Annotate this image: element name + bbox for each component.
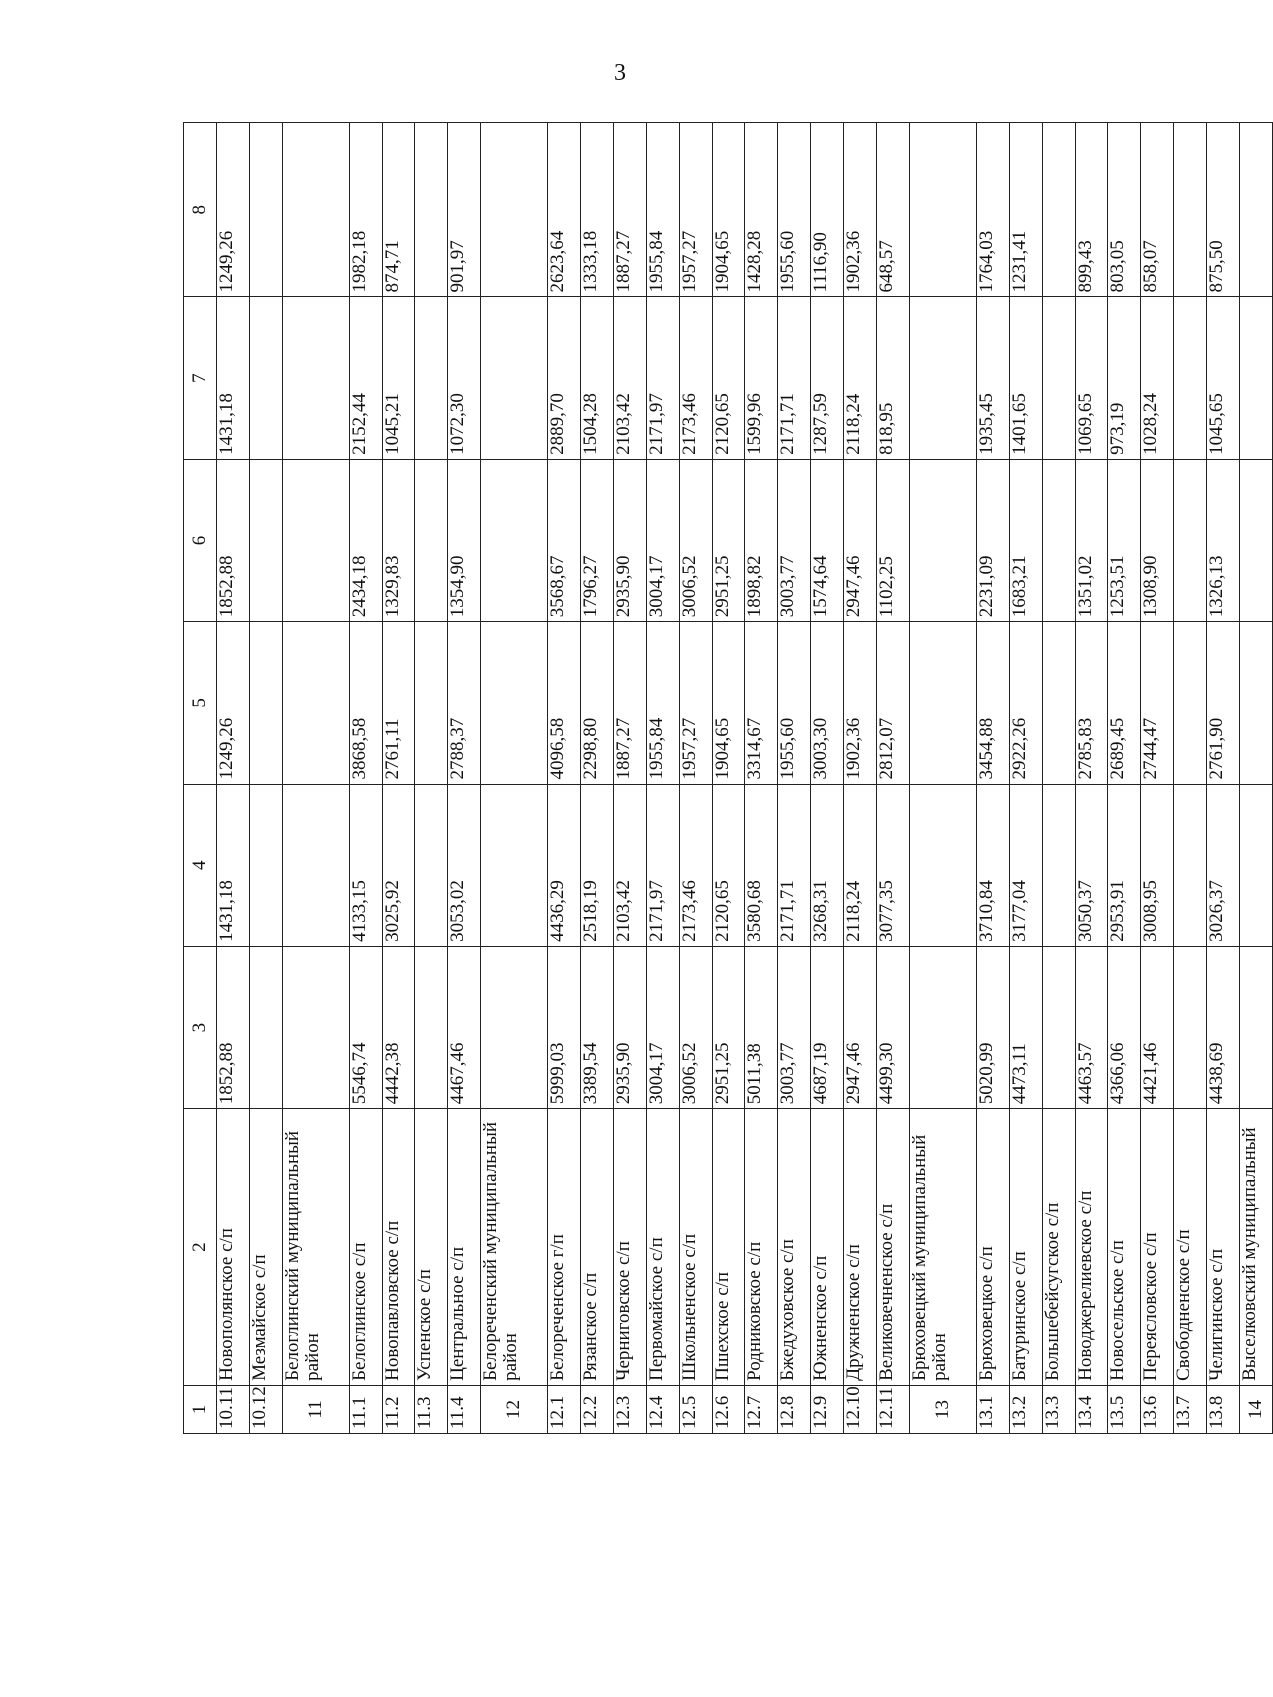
row-number: 14 bbox=[1239, 1385, 1272, 1433]
value-cell-c5: 2785,83 bbox=[1075, 622, 1108, 784]
value-cell-c5: 1249,26 bbox=[216, 622, 249, 784]
value-cell-c5: 2922,26 bbox=[1009, 622, 1042, 784]
table-row bbox=[778, 123, 811, 1434]
value-cell-c6: 1102,25 bbox=[876, 459, 909, 621]
value-cell-c5: 2788,37 bbox=[448, 622, 481, 784]
value-cell-c5: 2761,11 bbox=[382, 622, 415, 784]
table-row bbox=[1174, 123, 1207, 1434]
value-cell-c4: 2120,65 bbox=[712, 784, 745, 946]
table-row bbox=[876, 123, 909, 1434]
value-cell-c3 bbox=[1174, 946, 1207, 1108]
row-number: 12.1 bbox=[548, 1385, 581, 1433]
value-cell-c4 bbox=[1042, 784, 1075, 946]
value-cell-c5: 1955,60 bbox=[778, 622, 811, 784]
settlement-name: Батуринское с/п bbox=[1009, 1109, 1042, 1386]
value-cell-c4 bbox=[1174, 784, 1207, 946]
table-row bbox=[448, 123, 481, 1434]
value-cell-c8 bbox=[1174, 123, 1207, 297]
value-cell-c3 bbox=[282, 946, 349, 1108]
value-cell-c7: 1599,96 bbox=[745, 297, 778, 459]
value-cell-c3: 3006,52 bbox=[679, 946, 712, 1108]
value-cell-c5: 1955,84 bbox=[646, 622, 679, 784]
settlement-name: Выселковский муниципальный bbox=[1239, 1109, 1272, 1386]
value-cell-c4: 2518,19 bbox=[581, 784, 614, 946]
value-cell-c6: 1683,21 bbox=[1009, 459, 1042, 621]
table-row bbox=[349, 123, 382, 1434]
value-cell-c5 bbox=[1174, 622, 1207, 784]
value-cell-c6: 3004,17 bbox=[646, 459, 679, 621]
value-cell-c8 bbox=[249, 123, 282, 297]
value-cell-c6: 3006,52 bbox=[679, 459, 712, 621]
table-row bbox=[712, 123, 745, 1434]
table-row bbox=[679, 123, 712, 1434]
value-cell-c3 bbox=[415, 946, 448, 1108]
value-cell-c3: 3003,77 bbox=[778, 946, 811, 1108]
value-cell-c4: 4436,29 bbox=[548, 784, 581, 946]
value-cell-c5: 4096,58 bbox=[548, 622, 581, 784]
row-number: 10.11 bbox=[216, 1385, 249, 1433]
value-cell-c5 bbox=[481, 622, 548, 784]
settlement-name: Бжедуховское с/п bbox=[778, 1109, 811, 1386]
value-cell-c8 bbox=[1239, 123, 1272, 297]
row-number: 11.4 bbox=[448, 1385, 481, 1433]
table-row bbox=[1239, 123, 1272, 1434]
value-cell-c3 bbox=[909, 946, 976, 1108]
value-cell-c4: 3025,92 bbox=[382, 784, 415, 946]
table-row bbox=[382, 123, 415, 1434]
value-cell-c8: 1764,03 bbox=[976, 123, 1009, 297]
value-cell-c8 bbox=[481, 123, 548, 297]
value-cell-c8: 1955,60 bbox=[778, 123, 811, 297]
value-cell-c7: 2171,71 bbox=[778, 297, 811, 459]
value-cell-c7 bbox=[415, 297, 448, 459]
value-cell-c6 bbox=[249, 459, 282, 621]
table-row bbox=[548, 123, 581, 1434]
value-cell-c6: 2231,09 bbox=[976, 459, 1009, 621]
row-number: 11.3 bbox=[415, 1385, 448, 1433]
value-cell-c7: 1072,30 bbox=[448, 297, 481, 459]
value-cell-c3 bbox=[249, 946, 282, 1108]
table-row bbox=[1141, 123, 1174, 1434]
settlement-name: Пшехское с/п bbox=[712, 1109, 745, 1386]
value-cell-c3: 4687,19 bbox=[811, 946, 844, 1108]
value-cell-c8 bbox=[415, 123, 448, 297]
value-cell-c4 bbox=[481, 784, 548, 946]
value-cell-c7 bbox=[249, 297, 282, 459]
value-cell-c6 bbox=[909, 459, 976, 621]
value-cell-c5 bbox=[1042, 622, 1075, 784]
value-cell-c7: 1045,21 bbox=[382, 297, 415, 459]
settlement-name: Дружненское с/п bbox=[844, 1109, 877, 1386]
data-table bbox=[183, 122, 1273, 1434]
row-number: 12.11 bbox=[876, 1385, 909, 1433]
value-cell-c5: 1904,65 bbox=[712, 622, 745, 784]
value-cell-c7: 2171,97 bbox=[646, 297, 679, 459]
value-cell-c7: 1045,65 bbox=[1206, 297, 1239, 459]
value-cell-c5: 2812,07 bbox=[876, 622, 909, 784]
value-cell-c7 bbox=[1239, 297, 1272, 459]
row-number: 11.2 bbox=[382, 1385, 415, 1433]
value-cell-c7: 2173,46 bbox=[679, 297, 712, 459]
value-cell-c3: 5999,03 bbox=[548, 946, 581, 1108]
value-cell-c5 bbox=[282, 622, 349, 784]
column-header-7: 7 bbox=[184, 297, 217, 459]
value-cell-c6 bbox=[1042, 459, 1075, 621]
value-cell-c3: 4442,38 bbox=[382, 946, 415, 1108]
settlement-name: Великовечненское с/п bbox=[876, 1109, 909, 1386]
column-header-8: 8 bbox=[184, 123, 217, 297]
settlement-name: Белореченский муниципальный район bbox=[481, 1109, 548, 1386]
table-row bbox=[646, 123, 679, 1434]
settlement-name: Южненское с/п bbox=[811, 1109, 844, 1386]
value-cell-c7: 2889,70 bbox=[548, 297, 581, 459]
value-cell-c3: 5011,38 bbox=[745, 946, 778, 1108]
value-cell-c4: 4133,15 bbox=[349, 784, 382, 946]
value-cell-c8: 1249,26 bbox=[216, 123, 249, 297]
value-cell-c5: 2761,90 bbox=[1206, 622, 1239, 784]
value-cell-c4: 3008,95 bbox=[1141, 784, 1174, 946]
settlement-name: Черниговское с/п bbox=[614, 1109, 647, 1386]
settlement-name: Брюховецкий муниципальный район bbox=[909, 1109, 976, 1386]
value-cell-c8 bbox=[282, 123, 349, 297]
value-cell-c6: 1329,83 bbox=[382, 459, 415, 621]
value-cell-c7: 818,95 bbox=[876, 297, 909, 459]
value-cell-c4 bbox=[282, 784, 349, 946]
settlement-name: Новосельское с/п bbox=[1108, 1109, 1141, 1386]
value-cell-c4: 1431,18 bbox=[216, 784, 249, 946]
value-cell-c8: 1957,27 bbox=[679, 123, 712, 297]
value-cell-c7: 1401,65 bbox=[1009, 297, 1042, 459]
value-cell-c4: 3053,02 bbox=[448, 784, 481, 946]
column-header-4: 4 bbox=[184, 784, 217, 946]
row-number: 12.9 bbox=[811, 1385, 844, 1433]
settlement-name: Новопавловское с/п bbox=[382, 1109, 415, 1386]
value-cell-c8 bbox=[1042, 123, 1075, 297]
row-number: 13.1 bbox=[976, 1385, 1009, 1433]
table-row bbox=[415, 123, 448, 1434]
value-cell-c7: 2152,44 bbox=[349, 297, 382, 459]
value-cell-c8: 1887,27 bbox=[614, 123, 647, 297]
row-number: 12.7 bbox=[745, 1385, 778, 1433]
row-number: 12.4 bbox=[646, 1385, 679, 1433]
value-cell-c4: 2953,91 bbox=[1108, 784, 1141, 946]
column-header-5: 5 bbox=[184, 622, 217, 784]
settlement-name: Школьненское с/п bbox=[679, 1109, 712, 1386]
row-number: 13.2 bbox=[1009, 1385, 1042, 1433]
settlement-name: Родниковское с/п bbox=[745, 1109, 778, 1386]
table-row bbox=[282, 123, 349, 1434]
value-cell-c6 bbox=[415, 459, 448, 621]
value-cell-c6: 3568,67 bbox=[548, 459, 581, 621]
value-cell-c7: 2118,24 bbox=[844, 297, 877, 459]
value-cell-c8: 803,05 bbox=[1108, 123, 1141, 297]
value-cell-c6 bbox=[1239, 459, 1272, 621]
value-cell-c7: 1504,28 bbox=[581, 297, 614, 459]
value-cell-c3: 4366,06 bbox=[1108, 946, 1141, 1108]
value-cell-c8: 875,50 bbox=[1206, 123, 1239, 297]
value-cell-c4 bbox=[415, 784, 448, 946]
value-cell-c5 bbox=[415, 622, 448, 784]
value-cell-c4 bbox=[909, 784, 976, 946]
value-cell-c5 bbox=[909, 622, 976, 784]
value-cell-c7: 1069,65 bbox=[1075, 297, 1108, 459]
value-cell-c8: 899,43 bbox=[1075, 123, 1108, 297]
value-cell-c3: 4421,46 bbox=[1141, 946, 1174, 1108]
settlement-name: Новополянское с/п bbox=[216, 1109, 249, 1386]
value-cell-c7: 973,19 bbox=[1108, 297, 1141, 459]
value-cell-c3: 3389,54 bbox=[581, 946, 614, 1108]
value-cell-c5: 2298,80 bbox=[581, 622, 614, 784]
value-cell-c8: 874,71 bbox=[382, 123, 415, 297]
value-cell-c3: 4467,46 bbox=[448, 946, 481, 1108]
value-cell-c6: 1574,64 bbox=[811, 459, 844, 621]
value-cell-c7 bbox=[481, 297, 548, 459]
settlement-name: Переясловское с/п bbox=[1141, 1109, 1174, 1386]
row-number: 12.8 bbox=[778, 1385, 811, 1433]
value-cell-c4: 3710,84 bbox=[976, 784, 1009, 946]
settlement-name: Большебейсугское с/п bbox=[1042, 1109, 1075, 1386]
value-cell-c7: 1028,24 bbox=[1141, 297, 1174, 459]
row-number: 12.10 bbox=[844, 1385, 877, 1433]
table-row bbox=[1206, 123, 1239, 1434]
value-cell-c5: 2744,47 bbox=[1141, 622, 1174, 784]
column-header-1: 1 bbox=[184, 1385, 217, 1433]
value-cell-c3: 1852,88 bbox=[216, 946, 249, 1108]
table-row bbox=[1075, 123, 1108, 1434]
value-cell-c5: 1902,36 bbox=[844, 622, 877, 784]
value-cell-c4: 2118,24 bbox=[844, 784, 877, 946]
value-cell-c7: 1287,59 bbox=[811, 297, 844, 459]
value-cell-c4: 3177,04 bbox=[1009, 784, 1042, 946]
settlement-name: Новоджерелиевское с/п bbox=[1075, 1109, 1108, 1386]
settlement-name: Мезмайское с/п bbox=[249, 1109, 282, 1386]
value-cell-c8: 1955,84 bbox=[646, 123, 679, 297]
value-cell-c6: 2947,46 bbox=[844, 459, 877, 621]
value-cell-c6: 1308,90 bbox=[1141, 459, 1174, 621]
row-number: 12.6 bbox=[712, 1385, 745, 1433]
row-number: 12 bbox=[481, 1385, 548, 1433]
value-cell-c5: 1887,27 bbox=[614, 622, 647, 784]
table-body bbox=[184, 123, 1273, 1434]
row-number: 13.4 bbox=[1075, 1385, 1108, 1433]
value-cell-c6: 1326,13 bbox=[1206, 459, 1239, 621]
row-number: 13 bbox=[909, 1385, 976, 1433]
table-row bbox=[581, 123, 614, 1434]
value-cell-c3: 4473,11 bbox=[1009, 946, 1042, 1108]
value-cell-c8 bbox=[909, 123, 976, 297]
value-cell-c3: 4463,57 bbox=[1075, 946, 1108, 1108]
value-cell-c8: 1982,18 bbox=[349, 123, 382, 297]
value-cell-c3: 5020,99 bbox=[976, 946, 1009, 1108]
settlement-name: Белоглинское с/п bbox=[349, 1109, 382, 1386]
table-row bbox=[1042, 123, 1075, 1434]
value-cell-c3: 2935,90 bbox=[614, 946, 647, 1108]
value-cell-c6: 1253,51 bbox=[1108, 459, 1141, 621]
value-cell-c4: 2171,97 bbox=[646, 784, 679, 946]
value-cell-c8: 2623,64 bbox=[548, 123, 581, 297]
value-cell-c6: 1796,27 bbox=[581, 459, 614, 621]
value-cell-c3: 5546,74 bbox=[349, 946, 382, 1108]
value-cell-c8: 1116,90 bbox=[811, 123, 844, 297]
row-number: 13.5 bbox=[1108, 1385, 1141, 1433]
value-cell-c8: 648,57 bbox=[876, 123, 909, 297]
table-row bbox=[1108, 123, 1141, 1434]
value-cell-c5: 3314,67 bbox=[745, 622, 778, 784]
value-cell-c4: 3026,37 bbox=[1206, 784, 1239, 946]
value-cell-c6: 1354,90 bbox=[448, 459, 481, 621]
value-cell-c6: 1852,88 bbox=[216, 459, 249, 621]
value-cell-c3: 2947,46 bbox=[844, 946, 877, 1108]
value-cell-c5: 3454,88 bbox=[976, 622, 1009, 784]
column-header-3: 3 bbox=[184, 946, 217, 1108]
value-cell-c3: 3004,17 bbox=[646, 946, 679, 1108]
value-cell-c7 bbox=[909, 297, 976, 459]
value-cell-c6: 2951,25 bbox=[712, 459, 745, 621]
row-number: 13.7 bbox=[1174, 1385, 1207, 1433]
value-cell-c5: 3003,30 bbox=[811, 622, 844, 784]
settlement-name: Белореченское г/п bbox=[548, 1109, 581, 1386]
page-number: 3 bbox=[614, 60, 626, 86]
row-number: 13.3 bbox=[1042, 1385, 1075, 1433]
value-cell-c7: 2120,65 bbox=[712, 297, 745, 459]
table-row bbox=[745, 123, 778, 1434]
value-cell-c4: 3077,35 bbox=[876, 784, 909, 946]
value-cell-c6: 3003,77 bbox=[778, 459, 811, 621]
settlement-name: Рязанское с/п bbox=[581, 1109, 614, 1386]
settlement-name: Белоглинский муниципальный район bbox=[282, 1109, 349, 1386]
value-cell-c4: 3268,31 bbox=[811, 784, 844, 946]
value-cell-c8: 1231,41 bbox=[1009, 123, 1042, 297]
value-cell-c8: 1904,65 bbox=[712, 123, 745, 297]
row-number: 12.2 bbox=[581, 1385, 614, 1433]
value-cell-c4: 2171,71 bbox=[778, 784, 811, 946]
row-number: 11.1 bbox=[349, 1385, 382, 1433]
value-cell-c8: 858,07 bbox=[1141, 123, 1174, 297]
table-row bbox=[976, 123, 1009, 1434]
row-number: 13.8 bbox=[1206, 1385, 1239, 1433]
value-cell-c6 bbox=[1174, 459, 1207, 621]
table-row bbox=[844, 123, 877, 1434]
value-cell-c4: 2103,42 bbox=[614, 784, 647, 946]
row-number: 11 bbox=[282, 1385, 349, 1433]
value-cell-c7: 1935,45 bbox=[976, 297, 1009, 459]
value-cell-c6 bbox=[282, 459, 349, 621]
table-rotation-wrapper bbox=[183, 122, 1273, 1434]
value-cell-c5 bbox=[249, 622, 282, 784]
table-row bbox=[1009, 123, 1042, 1434]
settlement-name: Первомайское с/п bbox=[646, 1109, 679, 1386]
value-cell-c3 bbox=[1042, 946, 1075, 1108]
table-row bbox=[614, 123, 647, 1434]
value-cell-c3 bbox=[1239, 946, 1272, 1108]
row-number: 10.12 bbox=[249, 1385, 282, 1433]
column-header-2: 2 bbox=[184, 1109, 217, 1386]
value-cell-c4: 3050,37 bbox=[1075, 784, 1108, 946]
row-number: 12.5 bbox=[679, 1385, 712, 1433]
table-row bbox=[811, 123, 844, 1434]
settlement-name: Челигинское с/п bbox=[1206, 1109, 1239, 1386]
value-cell-c6: 1898,82 bbox=[745, 459, 778, 621]
value-cell-c6: 2935,90 bbox=[614, 459, 647, 621]
table-row bbox=[249, 123, 282, 1434]
table-row bbox=[909, 123, 976, 1434]
value-cell-c3: 2951,25 bbox=[712, 946, 745, 1108]
value-cell-c8: 1333,18 bbox=[581, 123, 614, 297]
value-cell-c6 bbox=[481, 459, 548, 621]
settlement-name: Успенское с/п bbox=[415, 1109, 448, 1386]
value-cell-c4: 3580,68 bbox=[745, 784, 778, 946]
value-cell-c6: 2434,18 bbox=[349, 459, 382, 621]
value-cell-c5 bbox=[1239, 622, 1272, 784]
value-cell-c7: 2103,42 bbox=[614, 297, 647, 459]
settlement-name: Центральное с/п bbox=[448, 1109, 481, 1386]
value-cell-c7 bbox=[1042, 297, 1075, 459]
value-cell-c3: 4499,30 bbox=[876, 946, 909, 1108]
value-cell-c5: 3868,58 bbox=[349, 622, 382, 784]
table-row bbox=[481, 123, 548, 1434]
settlement-name: Свободненское с/п bbox=[1174, 1109, 1207, 1386]
value-cell-c8: 1428,28 bbox=[745, 123, 778, 297]
header-row bbox=[184, 123, 217, 1434]
value-cell-c3: 4438,69 bbox=[1206, 946, 1239, 1108]
value-cell-c7 bbox=[282, 297, 349, 459]
value-cell-c4 bbox=[1239, 784, 1272, 946]
column-header-6: 6 bbox=[184, 459, 217, 621]
value-cell-c3 bbox=[481, 946, 548, 1108]
row-number: 13.6 bbox=[1141, 1385, 1174, 1433]
row-number: 12.3 bbox=[614, 1385, 647, 1433]
table-row bbox=[216, 123, 249, 1434]
value-cell-c8: 1902,36 bbox=[844, 123, 877, 297]
value-cell-c5: 2689,45 bbox=[1108, 622, 1141, 784]
value-cell-c4 bbox=[249, 784, 282, 946]
value-cell-c5: 1957,27 bbox=[679, 622, 712, 784]
value-cell-c4: 2173,46 bbox=[679, 784, 712, 946]
value-cell-c7 bbox=[1174, 297, 1207, 459]
value-cell-c7: 1431,18 bbox=[216, 297, 249, 459]
settlement-name: Брюховецкое с/п bbox=[976, 1109, 1009, 1386]
value-cell-c6: 1351,02 bbox=[1075, 459, 1108, 621]
value-cell-c8: 901,97 bbox=[448, 123, 481, 297]
